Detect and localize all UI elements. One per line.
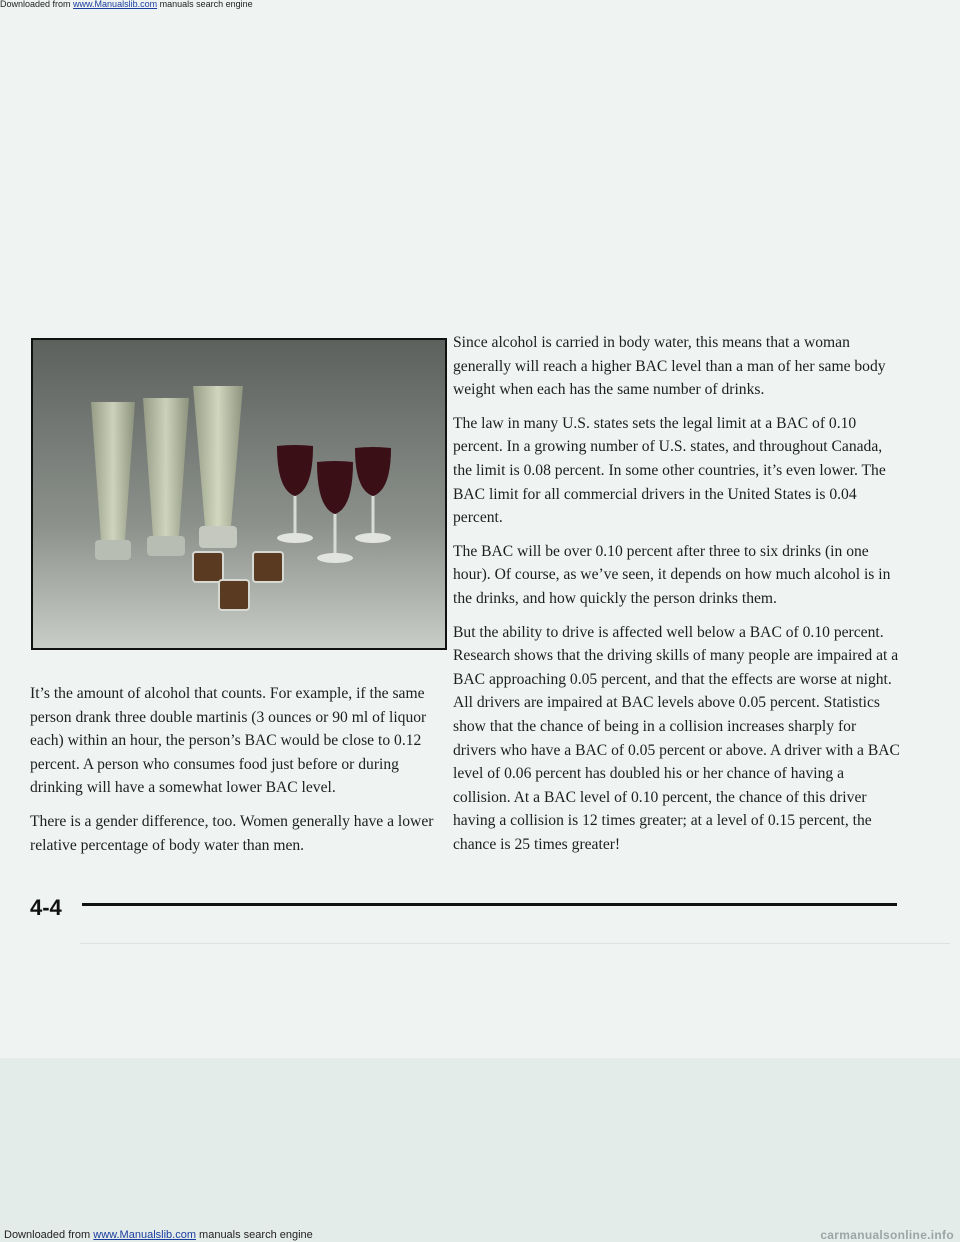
download-banner	[0, 0, 960, 8]
paragraph: The BAC will be over 0.10 percent after three to six drinks (in one hour). Of course, as we’ve seen, it depends on how much alcohol is in the drinks, and how quickly the person drinks them.	[453, 542, 891, 607]
footer-download-line	[4, 1229, 313, 1241]
drinks-photo	[31, 338, 447, 650]
manualslib-link[interactable]: www.Manualslib.com	[73, 0, 158, 9]
page-number: 4-4	[30, 895, 62, 920]
faint-divider	[80, 943, 950, 944]
right-column	[453, 331, 901, 866]
download-banner-prefix: Downloaded from	[0, 0, 74, 9]
footer-suffix: manuals search engine	[195, 1229, 313, 1241]
footer-prefix: Downloaded from	[4, 1229, 94, 1241]
paragraph: There is a gender difference, too. Women generally have a lower relative percentage of body water than men.	[30, 812, 434, 854]
footer-band	[0, 1058, 960, 1242]
paragraph: It’s the amount of alcohol that counts. For example, if the same person drank three double martinis (3 ounces or 90 ml of liquor each) within an hour, the person’s BAC would be close to 0.12 percent. A person who consumes food just before or during drinking will have a somewhat lower BAC level.	[30, 685, 427, 797]
paragraph: But the ability to drive is affected well below a BAC of 0.10 percent. Research shows that the driving skills of many people are impaired at a BAC approaching 0.05 percent, and that the effects are worse at night. All drivers are impaired at BAC levels above 0.05 percent. Statistics show that the chance of being in a collision increases sharply for drivers who have a BAC of 0.05 percent or above. A driver with a BAC level of 0.06 percent has doubled his or her chance of having a collision. At a BAC level of 0.10 percent, the chance of this driver having a collision is 12 times greater; at a level of 0.15 percent, the chance is 25 times greater!	[453, 623, 900, 853]
drinks-illustration	[33, 340, 445, 648]
left-column	[30, 682, 450, 867]
paragraph: Since alcohol is carried in body water, this means that a woman generally will reach a higher BAC level than a man of her same body weight when each has the same number of drinks.	[453, 334, 886, 399]
watermark: carmanualsonline.info	[820, 1228, 954, 1242]
paragraph: The law in many U.S. states sets the legal limit at a BAC of 0.10 percent. In a growing number of U.S. states, and throughout Canada, the limit is 0.08 percent. In some other countries, it’s even lower. The BAC limit for all commercial drivers in the United States is 0.04 percent.	[453, 414, 886, 527]
download-banner-suffix: manuals search engine	[157, 0, 253, 9]
footer-manualslib-link[interactable]: www.Manualslib.com	[93, 1229, 196, 1241]
page-rule	[82, 903, 897, 906]
